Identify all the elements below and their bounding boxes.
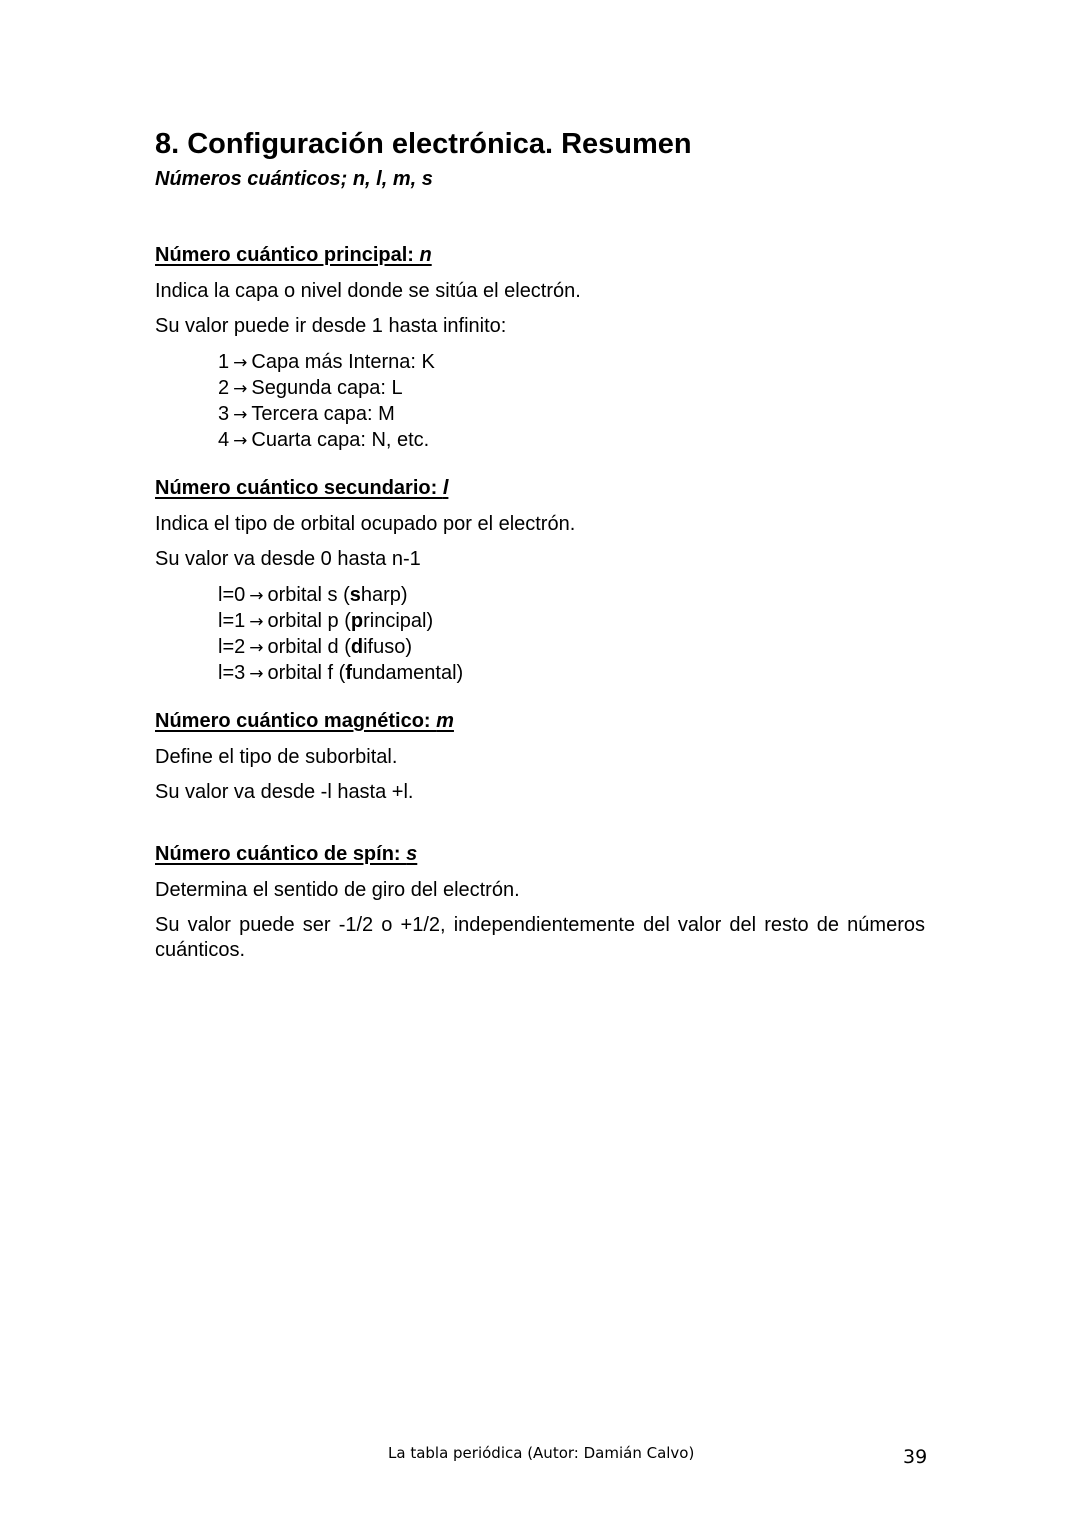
page-subtitle: Números cuánticos; n, l, m, s: [155, 168, 433, 190]
paragraph: Indica el tipo de orbital ocupado por el electrón.: [155, 513, 576, 535]
list-item: 2 → Segunda capa: L: [218, 376, 925, 402]
paragraph: Su valor va desde -l hasta +l.: [155, 781, 414, 803]
arrow-right-icon: →: [233, 353, 248, 373]
footer-text: La tabla periódica (Autor: Damián Calvo): [388, 1444, 695, 1462]
orbital-list: [155, 583, 925, 687]
shell-list: [155, 350, 925, 454]
list-item: 3 → Tercera capa: M: [218, 402, 925, 428]
list-item: l=3 → orbital f (fundamental): [218, 661, 925, 687]
arrow-right-icon: →: [249, 664, 264, 684]
paragraph: Su valor puede ser -1/2 o +1/2, independientemente del valor del resto de números cuánticos.: [155, 914, 925, 961]
paragraph: Define el tipo de suborbital.: [155, 746, 398, 768]
section-principal: [155, 243, 925, 454]
paragraph: Indica la capa o nivel donde se sitúa el electrón.: [155, 280, 581, 302]
list-item: l=1 → orbital p (principal): [218, 609, 925, 635]
paragraph: Su valor va desde 0 hasta n-1: [155, 548, 421, 570]
list-item: 4 → Cuarta capa: N, etc.: [218, 428, 925, 454]
section-magnetico: [155, 709, 925, 805]
page-number: 39: [903, 1446, 928, 1468]
section-heading: Número cuántico secundario: l: [155, 477, 449, 499]
paragraph: Su valor puede ir desde 1 hasta infinito:: [155, 315, 507, 337]
page-title: 8. Configuración electrónica. Resumen: [155, 128, 692, 160]
section-spin: [155, 842, 925, 963]
arrow-right-icon: →: [249, 638, 264, 658]
section-heading: Número cuántico magnético: m: [155, 710, 454, 732]
arrow-right-icon: →: [233, 431, 248, 451]
list-item: l=0 → orbital s (sharp): [218, 583, 925, 609]
section-secundario: [155, 476, 925, 687]
arrow-right-icon: →: [249, 586, 264, 606]
arrow-right-icon: →: [233, 405, 248, 425]
section-heading: Número cuántico principal: n: [155, 244, 432, 266]
list-item: l=2 → orbital d (difuso): [218, 635, 925, 661]
list-item: 1 → Capa más Interna: K: [218, 350, 925, 376]
arrow-right-icon: →: [233, 379, 248, 399]
section-heading: Número cuántico de spín: s: [155, 843, 418, 865]
paragraph: Determina el sentido de giro del electrón.: [155, 879, 520, 901]
arrow-right-icon: →: [249, 612, 264, 632]
